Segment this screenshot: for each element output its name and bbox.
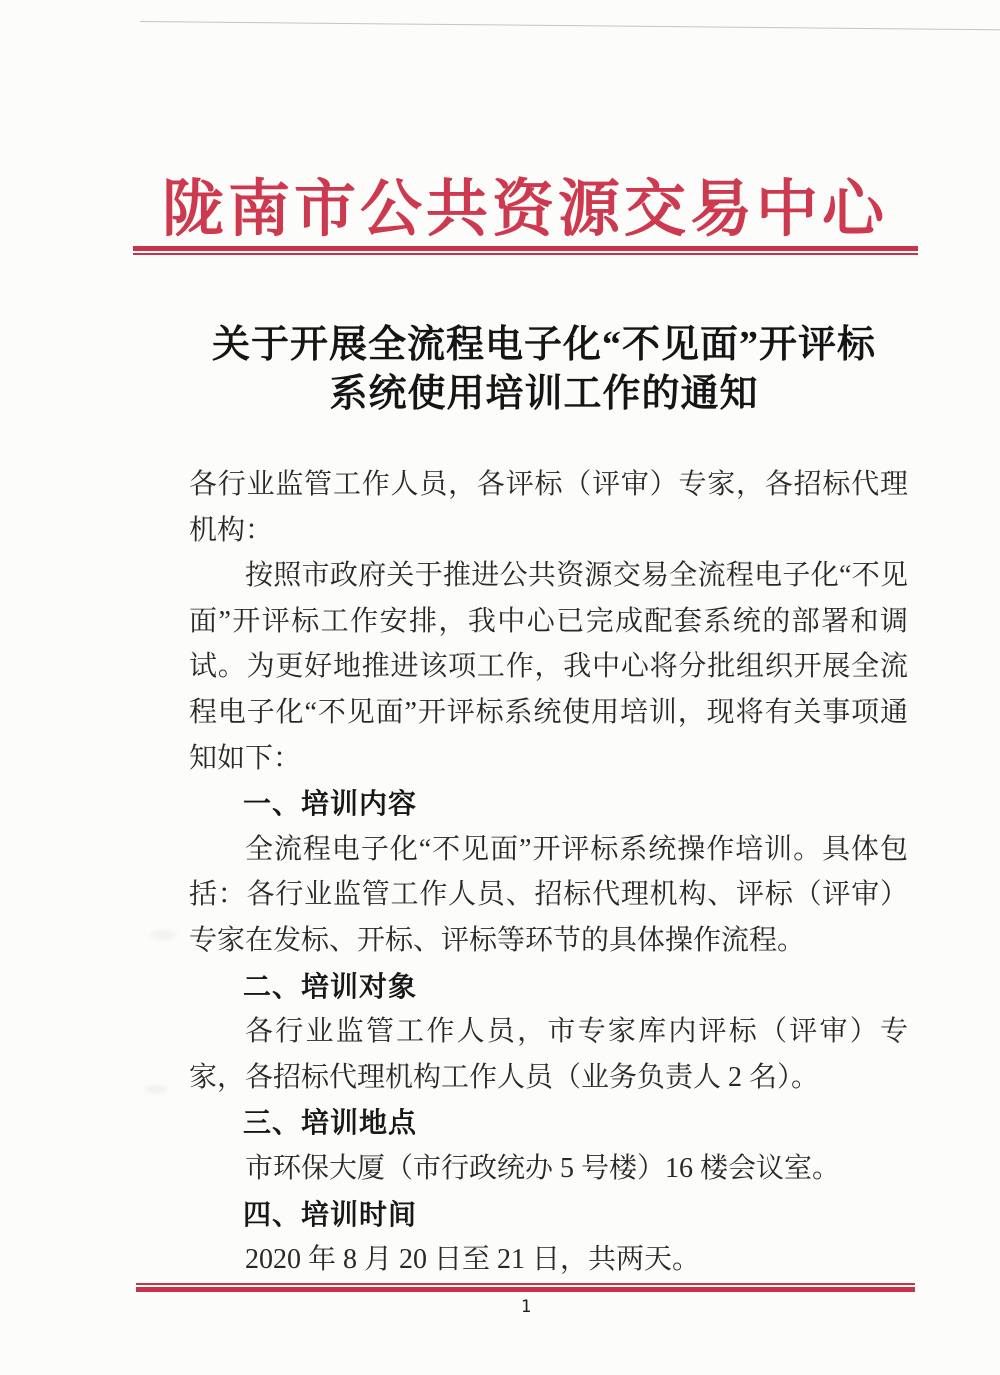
notice-title [88, 321, 1000, 419]
section-heading-2: 二、培训对象 [243, 970, 418, 1002]
section-text-4: 2020 年 8 月 20 日至 21 日，共两天。 [245, 1244, 701, 1276]
footer-double-rule [136, 1283, 915, 1292]
letterhead-double-rule [133, 246, 918, 255]
section-text-2: 各行业监管工作人员，市专家库内评标（评审）专家，各招标代理机构工作人员（业务负责人 2 名）。 [189, 1016, 908, 1093]
scan-smudge [150, 930, 176, 940]
intro-paragraph: 按照市政府关于推进公共资源交易全流程电子化“不见面”开评标工作安排，我中心已完成配套系统的部署和调试。为更好地推进该项工作，我中心将分批组织开展全流程电子化“不见面”开评标系统使用培训，现将有关事项通知如下： [189, 560, 908, 774]
section-heading-4: 四、培训时间 [243, 1198, 418, 1230]
page-number: 1 [520, 1297, 532, 1317]
section-text-1: 全流程电子化“不见面”开评标系统操作培训。具体包括：各行业监管工作人员、招标代理机构、评标（评审）专家在发标、开标、评标等环节的具体操作流程。 [189, 833, 908, 956]
scan-artifact-line [140, 21, 1000, 30]
notice-title-line1: 关于开展全流程电子化“不见面”开评标 [211, 324, 876, 366]
section-heading-3: 三、培训地点 [243, 1107, 418, 1139]
section-heading-1: 一、培训内容 [243, 788, 418, 820]
notice-body [189, 462, 908, 1283]
letterhead-title: 陇南市公共资源交易中心 [161, 176, 888, 244]
scan-smudge [145, 1085, 167, 1094]
salutation-paragraph: 各行业监管工作人员，各评标（评审）专家，各招标代理机构： [189, 469, 908, 546]
section-text-3: 市环保大厦（市行政统办 5 号楼）16 楼会议室。 [245, 1152, 841, 1184]
notice-title-line2: 系统使用培训工作的通知 [329, 373, 759, 415]
